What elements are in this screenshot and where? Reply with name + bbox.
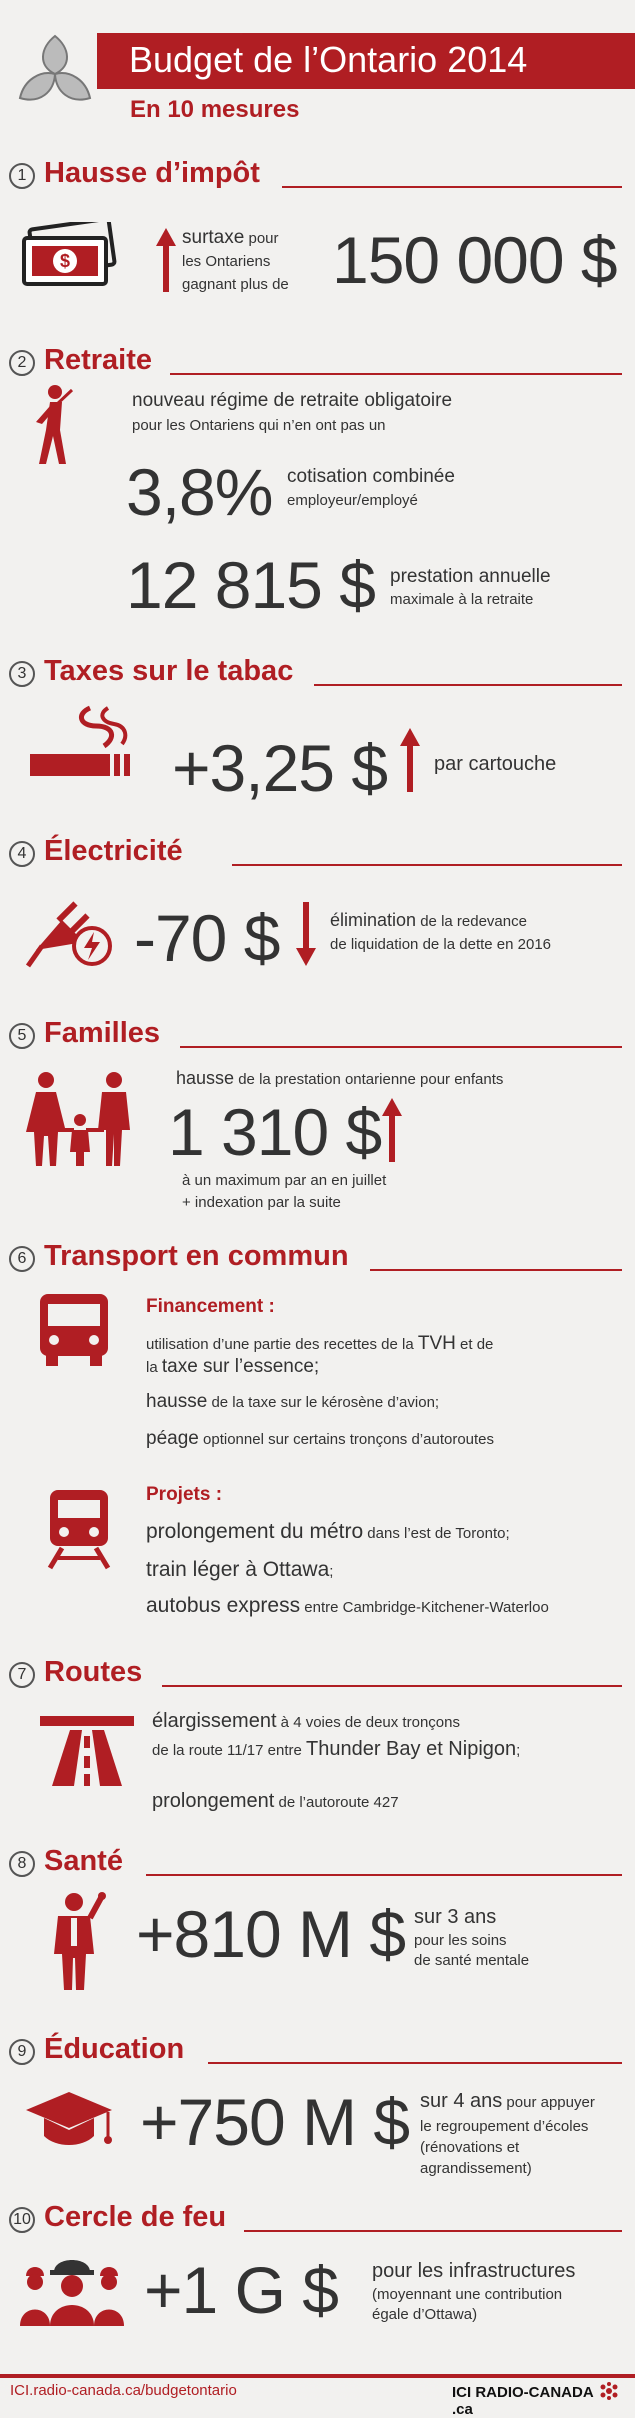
section-10-rule [244,2230,622,2232]
s9-pour-appuyer: pour appuyer [502,2094,595,2111]
s7-troncons: à 4 voies de deux tronçons [276,1714,460,1731]
s7-text-3 [152,1790,399,1813]
section-9-rule [208,2062,622,2064]
arrow-up-icon-3 [382,1098,402,1162]
s7-autoroute: de l’autoroute 427 [274,1794,399,1811]
s4-text-1 [330,910,527,931]
cigarette-icon [30,702,142,784]
section-8-rule [146,1874,622,1876]
s8-text-1: sur 3 ans [414,1906,497,1928]
electric-plug-icon [26,890,116,968]
s2-value-1-sub: employeur/employé [287,492,418,509]
s6-p2 [146,1558,333,1582]
s1-value: 150 000 $ [332,223,617,297]
s1-surtaxe: surtaxe [182,227,245,248]
s1-text-3: gagnant plus de [182,276,289,293]
s6-f1 [146,1333,493,1355]
footer-url[interactable]: ICI.radio-canada.ca/budgetontario [10,2382,237,2399]
s5-text-2: à un maximum par an en juillet [182,1172,387,1189]
s2-value-1: 3,8% [126,455,273,529]
s7-elargissement: élargissement [152,1710,277,1732]
s6-f3 [146,1391,439,1413]
s6-f1-c: et de [455,1336,494,1353]
s8-text-3: de santé mentale [414,1952,530,1969]
s6-p3 [146,1594,549,1618]
s6-kerosene: de la taxe sur le kérosène d’avion; [207,1394,440,1411]
section-7-rule [162,1685,622,1687]
section-6-title: Transport en commun [44,1240,349,1272]
s6-waterloo: entre Cambridge-Kitchener-Waterloo [300,1599,549,1616]
section-5-title: Familles [44,1017,161,1049]
s7-thunder-bay: Thunder Bay et Nipigon [306,1738,517,1760]
bus-icon [36,1292,112,1368]
section-8-number: 8 [9,1851,35,1877]
s3-desc: par cartouche [434,753,557,775]
svg-text:$: $ [59,251,71,271]
s7-prolongement: prolongement [152,1790,275,1812]
doctor-icon [50,1892,108,1992]
section-10-number: 10 [9,2207,35,2233]
section-4-title: Électricité [44,835,183,867]
section-2-title: Retraite [44,344,152,376]
page-title: Budget de l’Ontario 2014 [129,39,528,80]
section-3-rule [314,684,622,686]
s6-f4 [146,1428,494,1450]
section-2-rule [170,373,622,375]
arrow-up-icon-2 [400,728,420,792]
s9-text-1 [420,2090,595,2113]
s6-peage: péage [146,1428,199,1449]
section-9-title: Éducation [44,2033,185,2065]
s10-text-2: (moyennant une contribution [372,2286,563,2303]
s4-elimination: élimination [330,910,417,930]
radio-canada-gem-icon [599,2382,619,2400]
s4-value: -70 $ [134,901,280,975]
s6-taxe-essence: taxe sur l’essence; [161,1356,320,1377]
s1-pour: pour [244,230,279,247]
section-8-title: Santé [44,1845,123,1877]
arrow-down-icon [296,902,316,966]
s6-f2 [146,1356,319,1378]
s9-sur-4-ans: sur 4 ans [420,2090,503,2112]
s4-text-2: de liquidation de la dette en 2016 [330,936,552,953]
section-6-rule [370,1269,622,1271]
s6-tvh: TVH [417,1333,456,1354]
s6-financement-label: Financement : [146,1296,275,1317]
section-1-rule [282,186,622,188]
s6-autobus-express: autobus express [146,1594,301,1617]
graduation-cap-icon [24,2090,114,2152]
s2-value-2-sub: maximale à la retraite [390,591,534,608]
section-10-title: Cercle de feu [44,2201,227,2233]
s6-f2-a: la [146,1359,162,1376]
section-6-number: 6 [9,1246,35,1272]
s7-punct: ; [516,1742,521,1759]
s6-projets-label: Projets : [146,1484,223,1505]
workers-icon [16,2254,128,2326]
s9-text-4: agrandissement) [420,2160,532,2177]
s10-text-1: pour les infrastructures [372,2260,576,2282]
s5-hausse: hausse [176,1068,235,1088]
section-5-number: 5 [9,1023,35,1049]
footer-brand [452,2382,635,2418]
s5-value: 1 310 $ [168,1095,382,1169]
s2-value-1-label: cotisation combinée [287,466,455,487]
s6-toronto: dans l’est de Toronto; [363,1525,510,1542]
s2-value-2-label: prestation annuelle [390,566,551,587]
section-4-number: 4 [9,841,35,867]
page-subtitle: En 10 mesures [130,96,300,123]
title-banner [97,33,635,89]
s7-text-1 [152,1710,460,1733]
section-1-number: 1 [9,163,35,189]
s5-text-1 [176,1068,503,1089]
s2-text-1: nouveau régime de retraite obligatoire [132,390,453,411]
section-4-rule [232,864,622,866]
section-9-number: 9 [9,2039,35,2065]
s6-f1-a: utilisation d’une partie des recettes de la [146,1336,418,1353]
s1-text-1 [182,227,279,249]
s9-text-2: le regroupement d’écoles [420,2118,589,2135]
s7-route: de la route 11/17 entre [152,1742,306,1759]
s8-text-2: pour les soins [414,1932,507,1949]
section-5-rule [180,1046,622,1048]
section-7-title: Routes [44,1656,143,1688]
section-3-number: 3 [9,661,35,687]
section-3-title: Taxes sur le tabac [44,655,294,687]
s2-value-2: 12 815 $ [126,548,375,622]
money-bills-icon [18,222,118,288]
section-7-number: 7 [9,1662,35,1688]
ontario-trillium-logo [10,28,100,118]
family-icon [22,1072,138,1168]
s6-hausse: hausse [146,1391,208,1412]
s8-value: +810 M $ [136,1897,406,1971]
s7-text-2 [152,1738,520,1761]
s10-value: +1 G $ [144,2253,338,2327]
train-icon [46,1488,112,1570]
section-1-title: Hausse d’impôt [44,157,260,189]
radio-canada-suffix: .ca [452,2401,473,2418]
s6-train-leger: train léger à Ottawa [146,1558,330,1581]
s6-metro: prolongement du métro [146,1520,364,1543]
s10-text-3: égale d’Ottawa) [372,2306,478,2323]
golfer-icon [28,384,78,468]
s9-text-3: (rénovations et [420,2139,520,2156]
arrow-up-icon [156,228,176,292]
radio-canada-wordmark: ICI RADIO-CANADA [452,2384,594,2401]
s9-value: +750 M $ [140,2085,410,2159]
s6-p2-punct: ; [329,1563,334,1580]
s6-troncons: optionnel sur certains tronçons d’autoroutes [198,1431,495,1448]
s2-text-2: pour les Ontariens qui n’en ont pas un [132,417,386,434]
s5-text-3: + indexation par la suite [182,1194,341,1211]
section-2-number: 2 [9,350,35,376]
s4-redevance: de la redevance [416,913,527,930]
s5-prestation: de la prestation ontarienne pour enfants [234,1071,504,1088]
s1-text-2: les Ontariens [182,253,271,270]
highway-icon [40,1712,134,1786]
s3-value: +3,25 $ [172,731,388,805]
s6-p1 [146,1520,510,1544]
footer-rule [0,2374,635,2378]
